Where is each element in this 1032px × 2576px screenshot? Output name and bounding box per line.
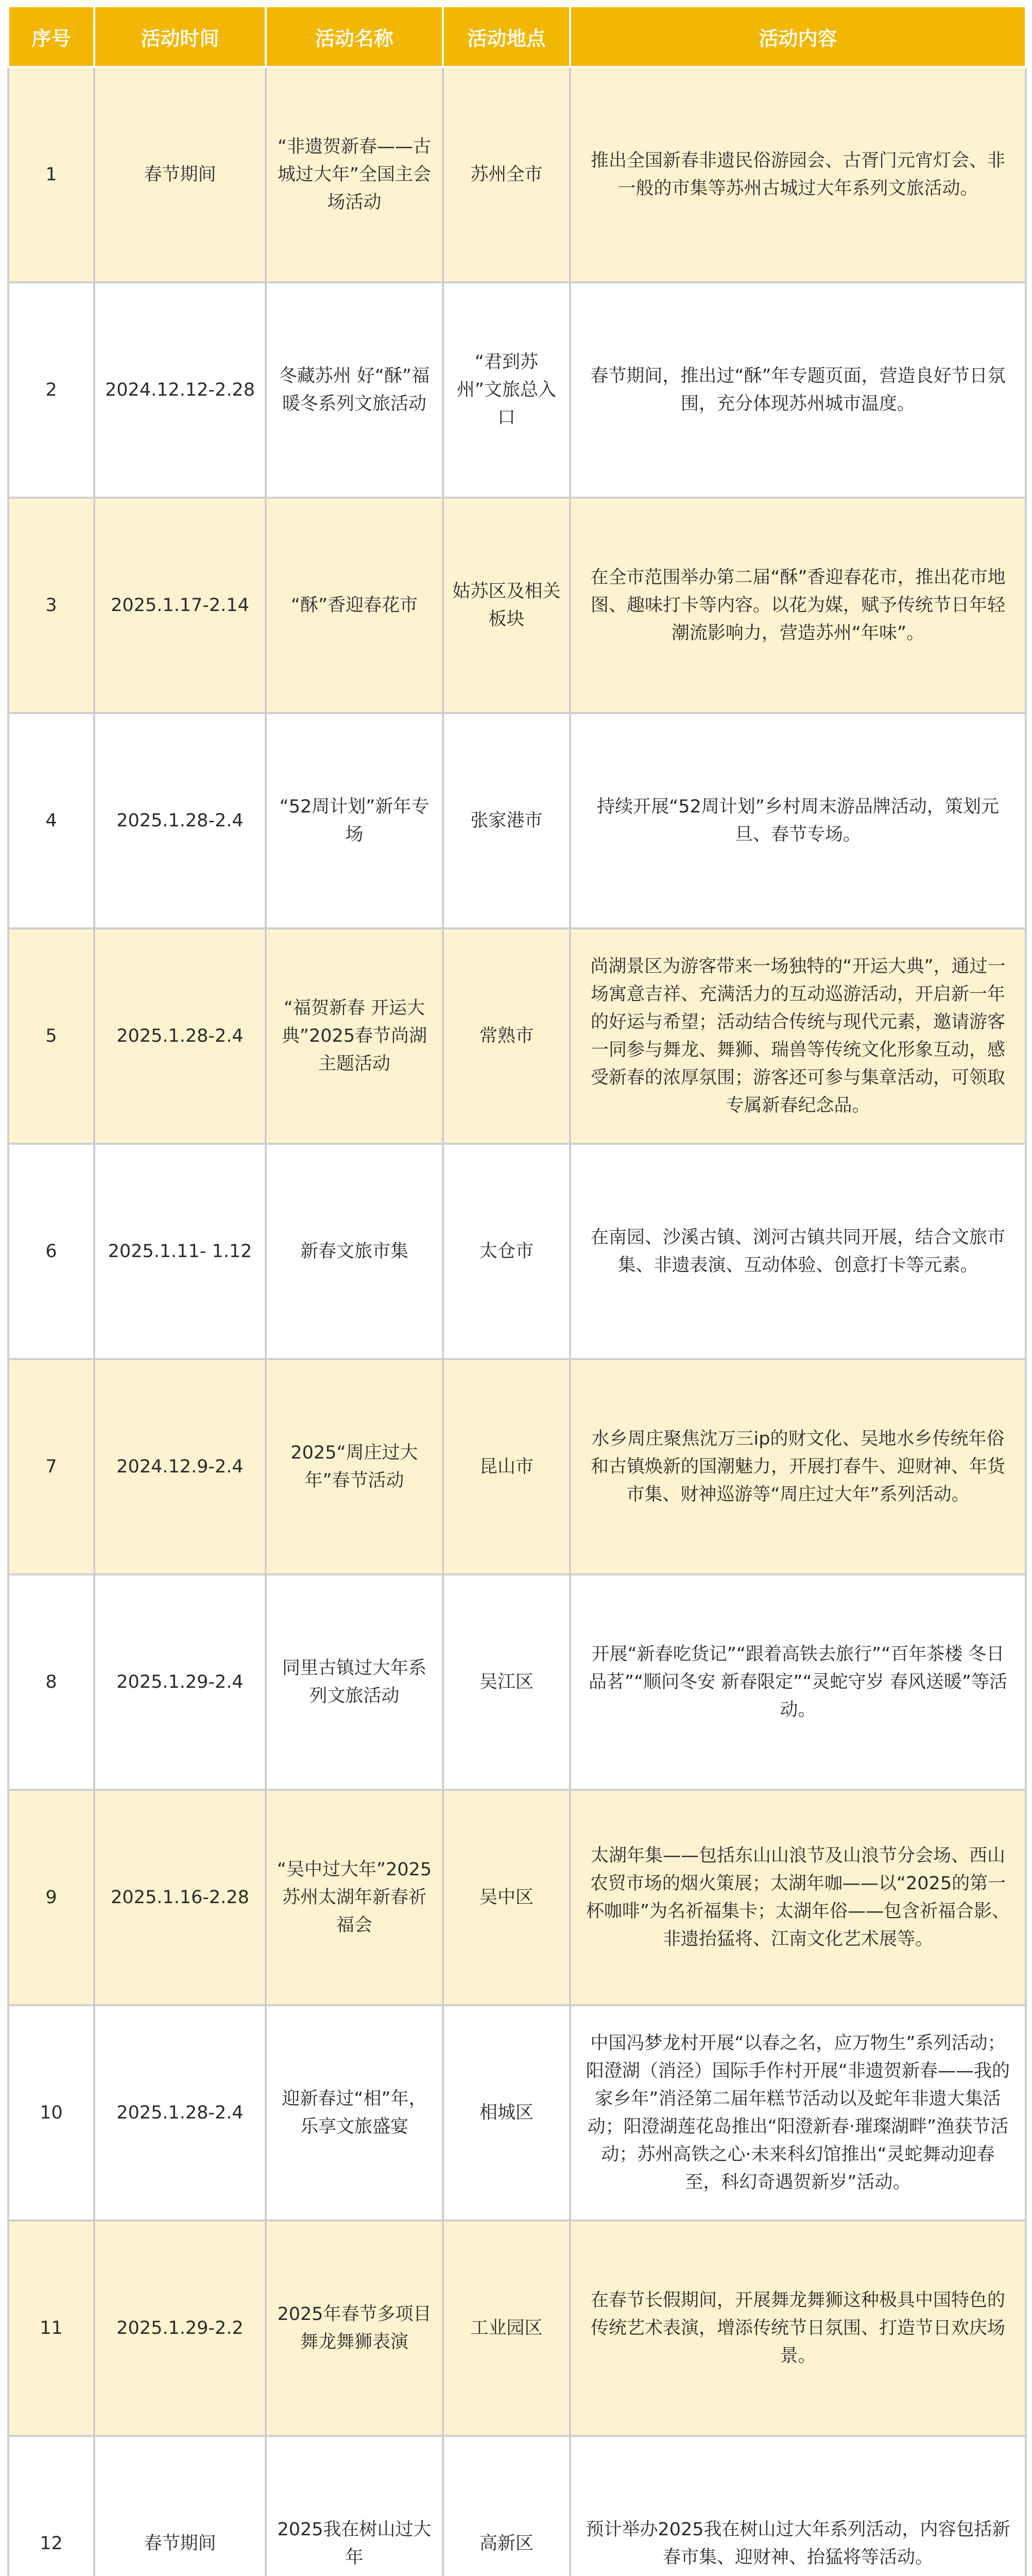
cell-time: 2025.1.28-2.4 <box>94 928 266 1144</box>
cell-no: 10 <box>8 2005 94 2221</box>
activity-table <box>7 5 1027 2576</box>
cell-time: 2025.1.29-2.4 <box>94 1574 266 1790</box>
table-body <box>8 67 1026 2576</box>
cell-content: 太湖年集——包括东山山浪节及山浪节分会场、西山农贸市场的烟火策展；太湖年咖——以“2025的第一杯咖啡”为名祈福集卡；太湖年俗——包含祈福合影、非遗抬猛将、江南文化艺术展等。 <box>570 1790 1026 2005</box>
header-name: 活动名称 <box>266 6 443 67</box>
cell-place: “君到苏州”文旅总入口 <box>443 282 570 498</box>
table-header <box>8 6 1026 67</box>
cell-content: 预计举办2025我在树山过大年系列活动，内容包括新春市集、迎财神、抬猛将等活动。 <box>570 2436 1026 2576</box>
cell-name: “福贺新春 开运大典”2025春节尚湖主题活动 <box>266 928 443 1144</box>
cell-time: 2024.12.12-2.28 <box>94 282 266 498</box>
cell-place: 昆山市 <box>443 1359 570 1574</box>
header-no: 序号 <box>8 6 94 67</box>
cell-name: 2025年春节多项目舞龙舞狮表演 <box>266 2221 443 2436</box>
cell-content: 水乡周庄聚焦沈万三ip的财文化、吴地水乡传统年俗和古镇焕新的国潮魅力，开展打春牛、迎财神、年货市集、财神巡游等“周庄过大年”系列活动。 <box>570 1359 1026 1574</box>
cell-name: 冬藏苏州 好“酥”福 暖冬系列文旅活动 <box>266 282 443 498</box>
cell-content: 春节期间，推出过“酥”年专题页面，营造良好节日氛围，充分体现苏州城市温度。 <box>570 282 1026 498</box>
cell-no: 5 <box>8 928 94 1144</box>
cell-place: 苏州全市 <box>443 67 570 282</box>
cell-name: 2025“周庄过大年”春节活动 <box>266 1359 443 1574</box>
cell-time: 2025.1.28-2.4 <box>94 2005 266 2221</box>
table-row <box>8 928 1026 1144</box>
cell-time: 春节期间 <box>94 67 266 282</box>
cell-time: 2025.1.11- 1.12 <box>94 1144 266 1359</box>
cell-no: 11 <box>8 2221 94 2436</box>
cell-no: 9 <box>8 1790 94 2005</box>
table-row <box>8 2005 1026 2221</box>
cell-content: 推出全国新春非遗民俗游园会、古胥门元宵灯会、非一般的市集等苏州古城过大年系列文旅活动。 <box>570 67 1026 282</box>
table-row <box>8 1359 1026 1574</box>
cell-place: 常熟市 <box>443 928 570 1144</box>
cell-content: 在全市范围举办第二届“酥”香迎春花市，推出花市地图、趣味打卡等内容。以花为媒，赋予传统节日年轻潮流影响力，营造苏州“年味”。 <box>570 498 1026 713</box>
cell-no: 3 <box>8 498 94 713</box>
table-row <box>8 2221 1026 2436</box>
cell-no: 6 <box>8 1144 94 1359</box>
cell-place: 吴江区 <box>443 1574 570 1790</box>
cell-content: 中国冯梦龙村开展“以春之名，应万物生”系列活动；阳澄湖（消泾）国际手作村开展“非遗贺新春——我的家乡年”消泾第二届年糕节活动以及蛇年非遗大集活动；阳澄湖莲花岛推出“阳澄新春·璀璨湖畔”渔获节活动；苏州高铁之心·未来科幻馆推出“灵蛇舞动迎春至，科幻奇遇贺新岁”活动。 <box>570 2005 1026 2221</box>
cell-place: 张家港市 <box>443 713 570 928</box>
cell-no: 4 <box>8 713 94 928</box>
cell-content: 开展“新春吃货记”“跟着高铁去旅行”“百年茶楼 冬日品茗”“顺问冬安 新春限定”“灵蛇守岁 春风送暖”等活动。 <box>570 1574 1026 1790</box>
cell-name: “52周计划”新年专场 <box>266 713 443 928</box>
cell-name: 新春文旅市集 <box>266 1144 443 1359</box>
header-time: 活动时间 <box>94 6 266 67</box>
cell-content: 在南园、沙溪古镇、浏河古镇共同开展，结合文旅市集、非遗表演、互动体验、创意打卡等元素。 <box>570 1144 1026 1359</box>
cell-no: 12 <box>8 2436 94 2576</box>
cell-no: 2 <box>8 282 94 498</box>
header-content: 活动内容 <box>570 6 1026 67</box>
cell-time: 2025.1.17-2.14 <box>94 498 266 713</box>
cell-name: “非遗贺新春——古城过大年”全国主会场活动 <box>266 67 443 282</box>
cell-place: 吴中区 <box>443 1790 570 2005</box>
cell-place: 高新区 <box>443 2436 570 2576</box>
cell-time: 春节期间 <box>94 2436 266 2576</box>
cell-no: 8 <box>8 1574 94 1790</box>
cell-no: 1 <box>8 67 94 282</box>
cell-content: 持续开展“52周计划”乡村周末游品牌活动，策划元旦、春节专场。 <box>570 713 1026 928</box>
cell-content: 在春节长假期间，开展舞龙舞狮这种极具中国特色的传统艺术表演，增添传统节日氛围、打造节日欢庆场景。 <box>570 2221 1026 2436</box>
table-row <box>8 2436 1026 2576</box>
cell-time: 2025.1.28-2.4 <box>94 713 266 928</box>
cell-no: 7 <box>8 1359 94 1574</box>
cell-place: 太仓市 <box>443 1144 570 1359</box>
table-row <box>8 1790 1026 2005</box>
cell-place: 相城区 <box>443 2005 570 2221</box>
header-place: 活动地点 <box>443 6 570 67</box>
cell-place: 姑苏区及相关板块 <box>443 498 570 713</box>
table-row <box>8 1144 1026 1359</box>
cell-name: 同里古镇过大年系列文旅活动 <box>266 1574 443 1790</box>
table-row <box>8 713 1026 928</box>
table-row <box>8 67 1026 282</box>
table-row <box>8 498 1026 713</box>
cell-name: 2025我在树山过大年 <box>266 2436 443 2576</box>
cell-name: “吴中过大年”2025苏州太湖年新春祈福会 <box>266 1790 443 2005</box>
table-row <box>8 282 1026 498</box>
cell-time: 2024.12.9-2.4 <box>94 1359 266 1574</box>
table-row <box>8 1574 1026 1790</box>
cell-place: 工业园区 <box>443 2221 570 2436</box>
cell-time: 2025.1.16-2.28 <box>94 1790 266 2005</box>
cell-name: “酥”香迎春花市 <box>266 498 443 713</box>
header-row <box>8 6 1026 67</box>
cell-time: 2025.1.29-2.2 <box>94 2221 266 2436</box>
activity-table-container <box>7 5 1025 2576</box>
cell-name: 迎新春过“相”年，乐享文旅盛宴 <box>266 2005 443 2221</box>
cell-content: 尚湖景区为游客带来一场独特的“开运大典”，通过一场寓意吉祥、充满活力的互动巡游活动，开启新一年的好运与希望；活动结合传统与现代元素，邀请游客一同参与舞龙、舞狮、瑞兽等传统文化形象互动，感受新春的浓厚氛围；游客还可参与集章活动，可领取专属新春纪念品。 <box>570 928 1026 1144</box>
